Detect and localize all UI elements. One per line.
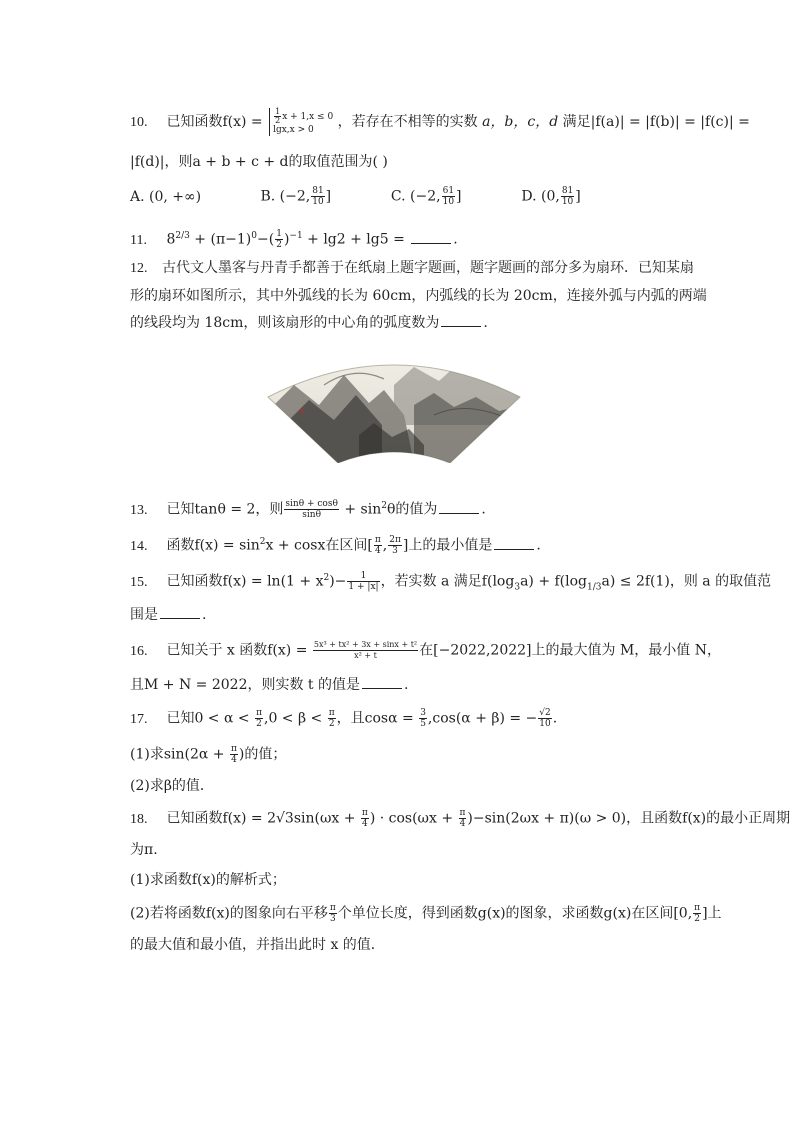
q10-prefix: 已知函数f(x) = [166, 114, 268, 130]
question-number: 15. [130, 574, 148, 590]
piecewise-brace [269, 108, 333, 136]
q10-choices [130, 186, 734, 207]
q17-part2: (2)求β的值． [130, 778, 214, 794]
piece2: lgx,x > 0 [273, 125, 314, 135]
answer-blank[interactable] [439, 513, 479, 514]
q13-line: 13. 已知tanθ = 2，则 $\frac{\sin\theta + \cos\theta}{\sin\theta}$ + $\sin^2\theta$的值为 . [130, 499, 486, 521]
answer-blank[interactable] [441, 326, 481, 327]
q18-line1: 18. 已知函数f(x) = 2√3sin(ωx + $\frac{\pi}{4}$ ) · cos(ωx + $\frac{\pi}{4}$ )−sin(2ωx + π)(ω > 0)，且函数f(x)的最小正周期 [130, 808, 791, 829]
piece1-frac: $\frac{1}{2}$ [275, 107, 281, 125]
question-number: 12. [130, 261, 148, 276]
question-number: 16. [130, 643, 148, 659]
q15-line2: 围是 . [130, 607, 207, 623]
q18-part2-line1: (2)若将函数f(x)的图象向右平移 $\frac{\pi}{3}$ 个单位长度，得到函数g(x)的图象，求函数g(x)在区间[0, $\frac{\pi}{2}$ ]上 [130, 903, 722, 924]
question-number: 17. [130, 711, 148, 727]
q18-part2-line2: 的最大值和最小值，并指出此时 x 的值． [130, 937, 385, 953]
q15-line1: 15. 已知函数$f(x) = \ln(1 + x^2)-$ $\frac{1}{1 + |x|}$ ，若实数 a 满足$f(\log_3a) + f(\log_{1/3}a) \le 2f(1)$，则 a 的取值范 [130, 571, 772, 593]
fan-painting-image [264, 345, 524, 463]
q11-line: 11. $8^{2/3} + (\pi-1)^0-$( $\frac{1}{2}$ )$^{-1}$ + lg2 + lg5 = . [130, 229, 458, 251]
answer-blank[interactable] [160, 618, 200, 619]
question-number: 11. [130, 232, 147, 248]
q10-mid: ，若存在不相等的实数 [337, 114, 478, 130]
answer-blank[interactable] [362, 688, 402, 689]
q14-line: 14. 函数$f(x) = \sin^2x + \cos x$在区间[ $\frac{\pi}{4}$ , $\frac{2\pi}{3}$ ]上的最小值是 . [130, 535, 541, 557]
question-number: 10. [130, 115, 148, 130]
question-number: 13. [130, 502, 148, 518]
q10-line1 [130, 107, 750, 136]
q12-line1: 12. 古代文人墨客与丹青手都善于在纸扇上题字题画，题字题画的部分多为扇环．已知某扇 [130, 258, 734, 279]
question-number: 18. [130, 811, 148, 827]
choice-b[interactable]: B. (−2, $\frac{81}{10}$ ] [260, 186, 332, 207]
answer-blank[interactable] [411, 243, 451, 244]
q18-line2: 为π. [130, 842, 158, 858]
question-number: 14. [130, 538, 148, 554]
q12-line2: 形的扇环如图所示，其中外弧线的长为 60cm，内弧线的长为 20cm，连接外弧与内弧的两端 [130, 288, 707, 304]
choice-d[interactable]: D. (0, $\frac{81}{10}$ ] [521, 186, 581, 207]
choice-a[interactable]: A. (0, +∞) [130, 188, 202, 205]
q10-cond: 满足|f(a)| = |f(b)| = |f(c)| = [562, 114, 750, 130]
q10-vars: a，b，c，d [477, 114, 563, 130]
q10-line2: |f(d)|，则a + b + c + d的取值范围为( ) [130, 154, 388, 170]
q18-part1: (1)求函数f(x)的解析式； [130, 872, 286, 888]
q17-part1: (1)求sin(2α + $\frac{\pi}{4}$ )的值； [130, 744, 287, 765]
q16-line2: 且M + N = 2022，则实数 t 的值是 . [130, 677, 409, 693]
answer-blank[interactable] [494, 549, 534, 550]
piece1: x + 1,x ≤ 0 [282, 112, 334, 122]
q12-line3: 的线段均为 18cm，则该扇形的中心角的弧度数为 . [130, 315, 488, 331]
choice-c[interactable]: C. (−2, $\frac{61}{10}$ ] [390, 186, 462, 207]
q17-line: 17. 已知0 < α < $\frac{\pi}{2}$ ,0 < β < $\frac{\pi}{2}$ ，且cosα = $\frac{3}{5}$ ,cos(α + β) = − $\frac{√2}{10}$ . [130, 708, 558, 729]
q16-line1: 16. 已知关于 x 函数f(x) = $\frac{\text{5x³ + tx² + 3x + sinx + t²}}{\text{x² + t}}$ 在[−2022,2022]上的最大值为 M，最小值 N， [130, 640, 721, 660]
